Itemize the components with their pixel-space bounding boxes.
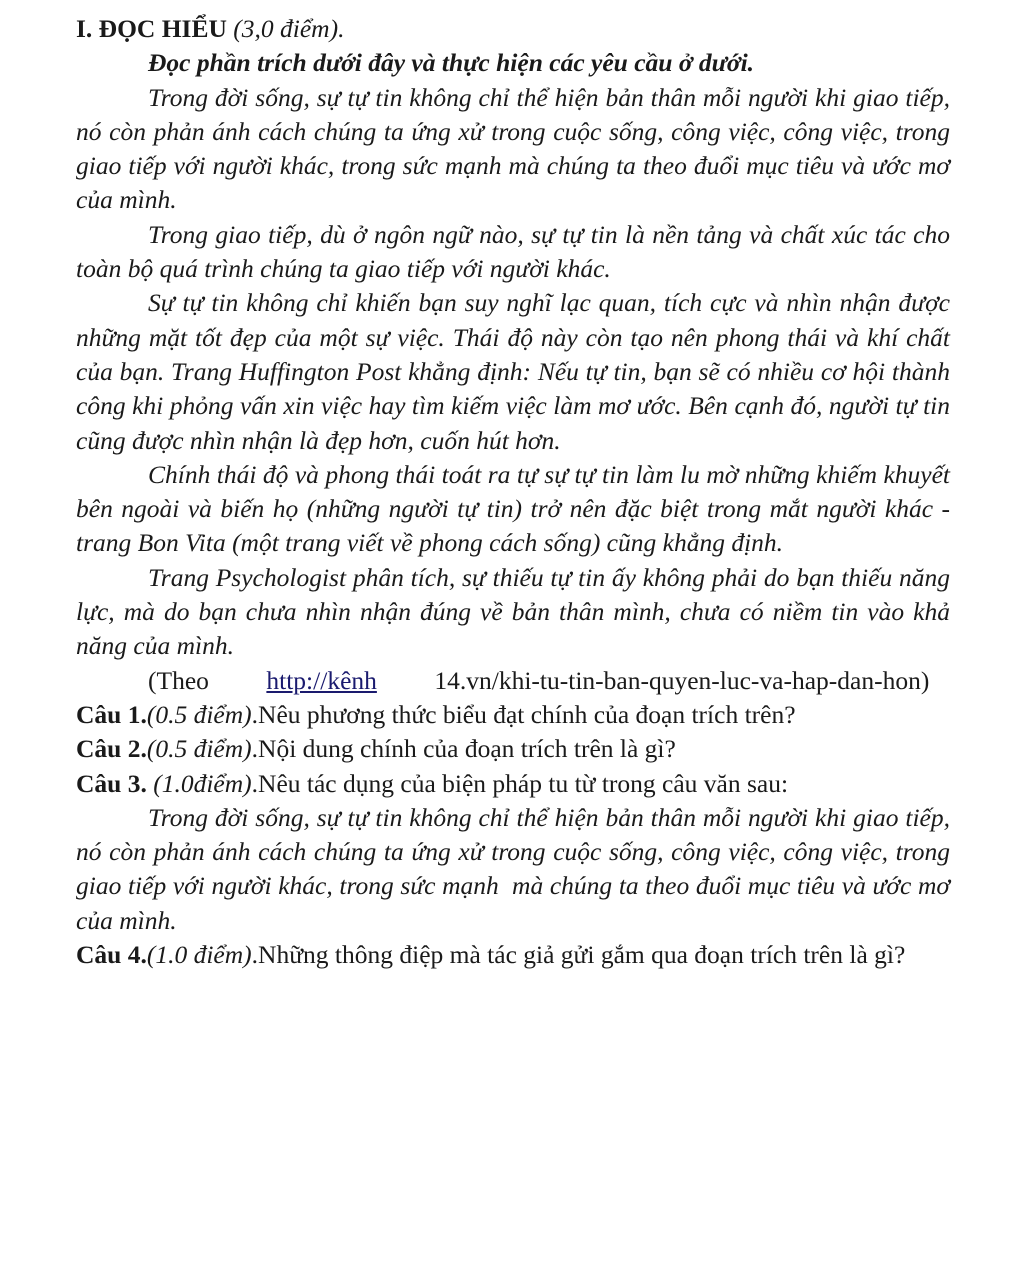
document-page	[76, 12, 957, 972]
question-4	[76, 938, 950, 972]
question-text: .Nội dung chính của đoạn trích trên là gì?	[251, 734, 676, 764]
question-label: Câu 3.	[76, 768, 147, 798]
question-points: (0.5 điểm)	[146, 734, 252, 764]
passage-paragraph-2: Trong giao tiếp, dù ở ngôn ngữ nào, sự tự tin là nền tảng và chất xúc tác cho toàn bộ quá trình chúng ta giao tiếp với người khác.	[76, 219, 950, 284]
question-points: (1.0điểm)	[153, 768, 252, 798]
section-heading	[76, 12, 950, 46]
source-citation	[76, 664, 950, 698]
source-rest: 14.vn/khi-tu-tin-ban-quyen-luc-va-hap-dan-hon)	[434, 665, 930, 695]
question-label: Câu 2.	[76, 734, 147, 764]
section-title: I. ĐỌC HIỂU	[76, 14, 227, 43]
instruction: Đọc phần trích dưới đây và thực hiện các yêu cầu ở dưới.	[148, 48, 755, 78]
question-text: .Nêu phương thức biểu đạt chính của đoạn trích trên?	[251, 699, 796, 729]
source-link[interactable]: http://kênh	[266, 665, 377, 695]
question-text: .Những thông điệp mà tác giả gửi gắm qua đoạn trích trên là gì?	[251, 940, 906, 970]
passage-paragraph-3: Sự tự tin không chỉ khiến bạn suy nghĩ lạc quan, tích cực và nhìn nhận được những mặt tốt đẹp của một sự việc. Thái độ này còn tạo nên phong thái và khí chất của bạn. Trang Huffington Post khẳng định: Nếu tự tin, bạn sẽ có nhiều cơ hội thành công khi phỏng vấn xin việc hay tìm kiếm việc làm mơ ước. Bên cạnh đó, người tự tin cũng được nhìn nhận là đẹp hơn, cuốn hút hơn.	[76, 288, 950, 455]
source-open: (Theo	[148, 665, 209, 695]
question-label: Câu 4.	[76, 940, 147, 970]
question-points: (0.5 điểm)	[146, 699, 252, 729]
question-label: Câu 1.	[76, 699, 147, 729]
question-points: (1.0 điểm)	[146, 940, 252, 970]
question-2	[76, 732, 950, 766]
passage-paragraph-1: Trong đời sống, sự tự tin không chỉ thể hiện bản thân mỗi người khi giao tiếp, nó còn phản ánh cách chúng ta ứng xử trong cuộc sống, công việc, công việc, trong giao tiếp với người khác, trong sức mạnh mà chúng ta theo đuổi mục tiêu và ước mơ của mình.	[76, 82, 950, 215]
passage-paragraph-5: Trang Psychologist phân tích, sự thiếu tự tin ấy không phải do bạn thiếu năng lực, mà do bạn chưa nhìn nhận đúng về bản thân mình, chưa có niềm tin vào khả năng của mình.	[76, 562, 950, 661]
question-3	[76, 767, 950, 801]
question-1	[76, 698, 950, 732]
question-text: .Nêu tác dụng của biện pháp tu từ trong câu văn sau:	[251, 768, 789, 798]
section-points: (3,0 điểm).	[233, 14, 345, 43]
quoted-sentence: Trong đời sống, sự tự tin không chỉ thể hiện bản thân mỗi người khi giao tiếp, nó còn phản ánh cách chúng ta ứng xử trong cuộc sống, công việc, công việc, trong giao tiếp với người khác, trong sức mạnh mà chúng ta theo đuổi mục tiêu và ước mơ của mình.	[76, 802, 957, 935]
passage-paragraph-4: Chính thái độ và phong thái toát ra tự sự tự tin làm lu mờ những khiếm khuyết bên ngoài và biến họ (những người tự tin) trở nên đặc biệt trong mắt người khác - trang Bon Vita (một trang viết về phong cách sống) cũng khẳng định.	[76, 459, 950, 558]
